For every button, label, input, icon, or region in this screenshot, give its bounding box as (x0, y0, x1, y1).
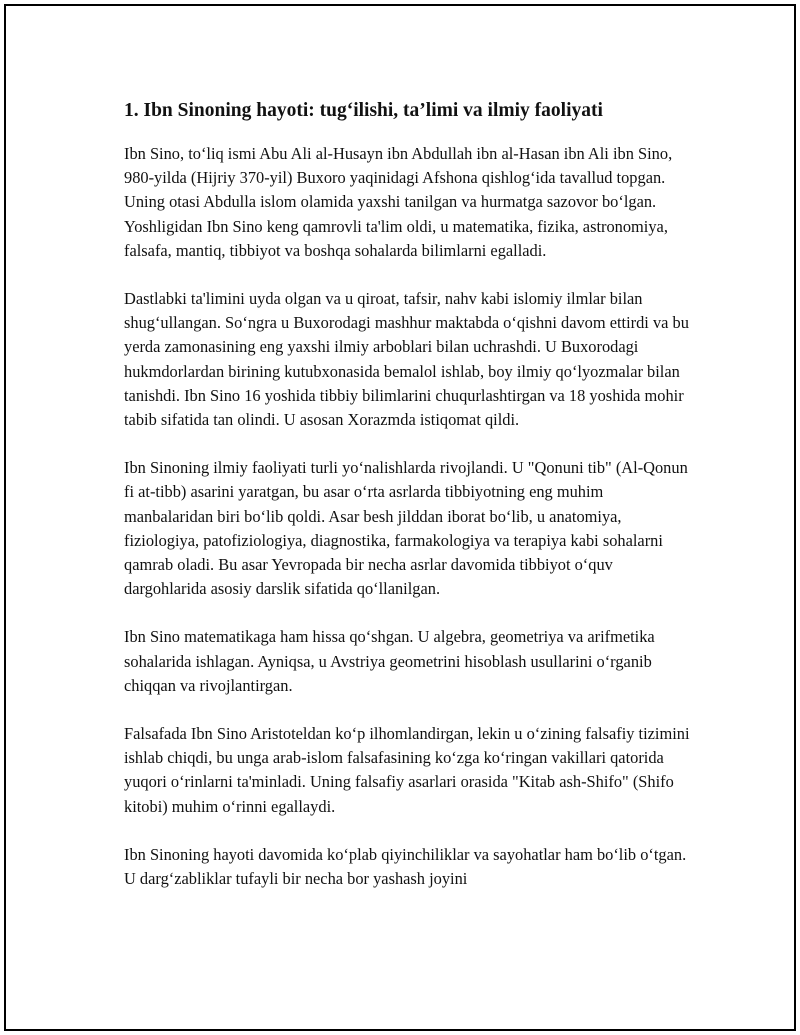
section-heading: 1. Ibn Sinoning hayoti: tug‘ilishi, ta’limi va ilmiy faoliyati (124, 100, 603, 121)
page-frame (4, 4, 796, 1031)
paragraph-mathematics: Ibn Sino matematikaga ham hissa qo‘shgan. U algebra, geometriya va arifmetika sohalarida ishlagan. Ayniqsa, u Avstriya geometrini hisoblash usullarini o‘rganib chiqqan va rivojlantirgan. (124, 627, 655, 695)
document-body (124, 98, 694, 891)
paragraph-philosophy: Falsafada Ibn Sino Aristoteldan ko‘p ilhomlandirgan, lekin u o‘zining falsafiy tizimini ishlab chiqdi, bu unga arab-islom falsafasining ko‘zga ko‘ringan vakillari qatorida yuqori o‘rinlarni ta'minladi. Uning falsafiy asarlari orasida "Kitab ash-Shifo" (Shifo kitobi) muhim o‘rinni egallaydi. (124, 724, 690, 816)
paragraph-birth-education: Ibn Sino, to‘liq ismi Abu Ali al-Husayn ibn Abdullah ibn al-Hasan ibn Ali ibn Sino, 980-yilda (Hijriy 370-yil) Buxoro yaqinidagi Afshona qishlog‘ida tavallud topgan. Uning otasi Abdulla islom olamida yaxshi tanilgan va hurmatga sazovor bo‘lgan. Yoshligidan Ibn Sino keng qamrovli ta'lim oldi, u matematika, fizika, astronomiya, falsafa, mantiq, tibbiyot va boshqa sohalarda bilimlarni egalladi. (124, 144, 673, 260)
paragraph-life-travels: Ibn Sinoning hayoti davomida ko‘plab qiyinchiliklar va sayohatlar ham bo‘lib o‘tgan. U darg‘zabliklar tufayli bir necha bor yashash joyini (124, 844, 687, 889)
paragraph-medical-work: Ibn Sinoning ilmiy faoliyati turli yo‘nalishlarda rivojlandi. U "Qonuni tib" (Al-Qonun fi at-tibb) asarini yaratgan, bu asar o‘rta asrlarda tibbiyotning eng muhim manbalaridan biri bo‘lib qoldi. Asar besh jilddan iborat bo‘lib, u anatomiya, fiziologiya, patofiziologiya, diagnostika, farmakologiya va terapiya kabi sohalarni qamrab oladi. Bu asar Yevropada bir necha asrlar davomida tibbiyot o‘quv dargohlarida asosiy darslik sifatida qo‘llanilgan. (124, 458, 688, 599)
paragraph-early-schooling: Dastlabki ta'limini uyda olgan va u qiroat, tafsir, nahv kabi islomiy ilmlar bilan shug‘ullangan. So‘ngra u Buxorodagi mashhur maktabda o‘qishni davom ettirdi va bu yerda zamonasining eng yaxshi ilmiy arboblari bilan uchrashdi. U Buxorodagi hukmdorlardan birining kutubxonasida bemalol ishlab, boy ilmiy qo‘lyozmalar bilan tanishdi. Ibn Sino 16 yoshida tibbiy bilimlarini chuqurlashtirgan va 18 yoshida mohir tabib sifatida tan olindi. U asosan Xorazmda istiqomat qildi. (124, 289, 689, 430)
